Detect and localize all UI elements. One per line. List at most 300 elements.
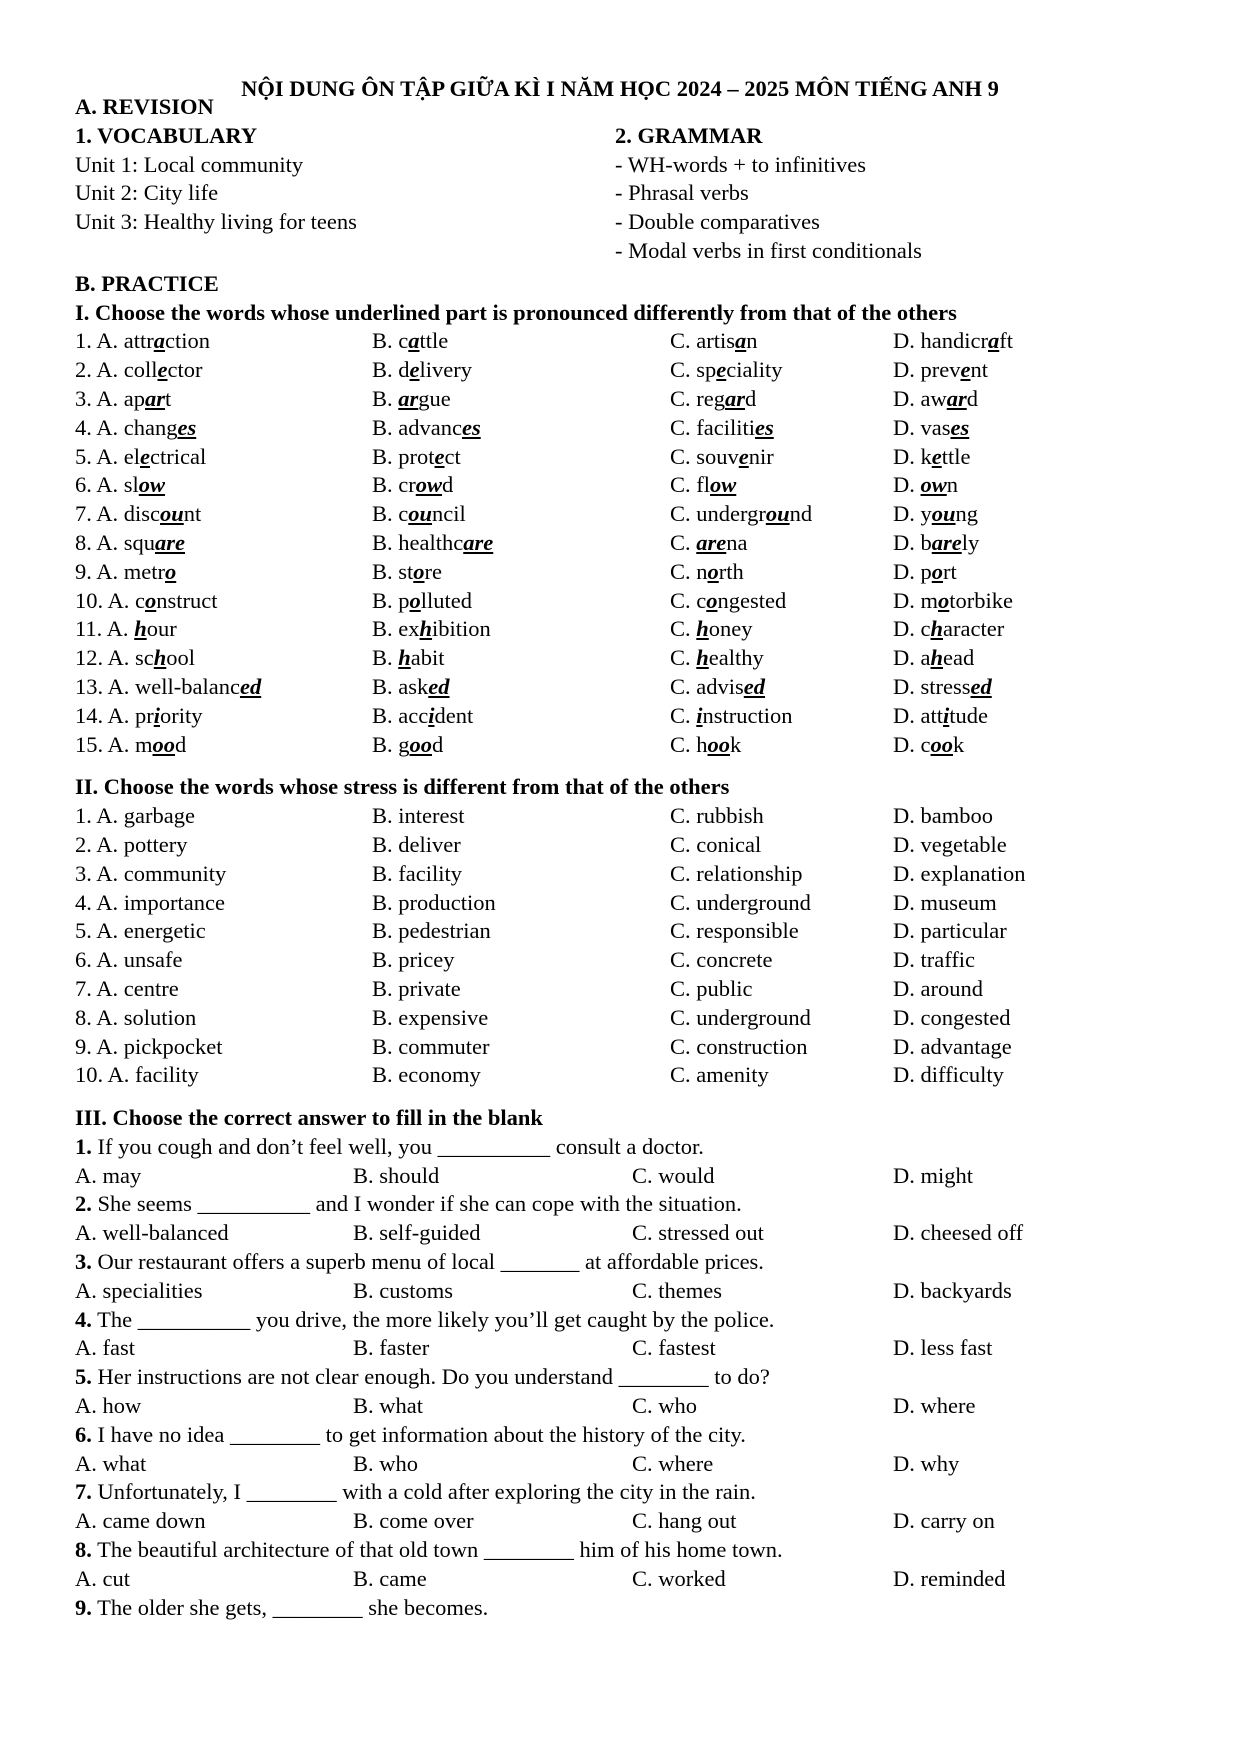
- word-part: k: [730, 731, 742, 757]
- answer-option: A. well-balanced: [75, 1220, 229, 1246]
- word-part: 1. A. attr: [75, 328, 154, 354]
- word-part: ibition: [432, 616, 491, 642]
- question-text: Her instructions are not clear enough. Do you understand ________ to do?: [91, 1364, 770, 1390]
- answer-option: B. who: [353, 1450, 419, 1476]
- answer-option: [670, 443, 774, 472]
- revision-list: [75, 151, 1075, 266]
- word-part: dent: [434, 702, 474, 728]
- question-row: [75, 946, 1075, 975]
- underlined-part: ou: [765, 501, 790, 527]
- answer-option: A. specialities: [75, 1277, 203, 1303]
- answer-option: [372, 529, 493, 558]
- word-part: ciality: [726, 357, 783, 383]
- grammar-item: - WH-words + to infinitives: [615, 151, 866, 177]
- underlined-part: o: [145, 587, 157, 613]
- answer-option: D. particular: [893, 918, 1007, 944]
- question-text: She seems __________ and I wonder if she can cope with the situation.: [91, 1191, 742, 1217]
- answer-option: B. production: [372, 889, 496, 915]
- answer-option: [75, 702, 203, 731]
- worksheet: [75, 93, 1075, 1622]
- word-part: C. souv: [670, 443, 739, 469]
- options-row: [75, 1277, 1075, 1306]
- answer-option: B. come over: [353, 1508, 474, 1534]
- answer-option: D. carry on: [893, 1508, 995, 1534]
- answer-option: [372, 587, 472, 616]
- word-part: re: [424, 558, 442, 584]
- question-stem: [75, 1363, 1075, 1392]
- answer-option: [670, 414, 774, 443]
- word-part: D. m: [893, 587, 938, 613]
- answer-option: C. fastest: [632, 1335, 716, 1361]
- answer-option: B. interest: [372, 803, 465, 829]
- underlined-part: a: [735, 328, 747, 354]
- underlined-part: ou: [160, 501, 184, 527]
- underlined-part: o: [165, 558, 177, 584]
- word-part: B. advanc: [372, 414, 462, 440]
- word-part: 13. A. well-balanc: [75, 673, 240, 699]
- word-part: B. healthc: [372, 529, 464, 555]
- question-number: 4.: [75, 1306, 92, 1332]
- answer-option: D. museum: [893, 889, 997, 915]
- question-row: [75, 1061, 1075, 1090]
- word-part: B.: [372, 385, 399, 411]
- word-part: livery: [419, 357, 472, 383]
- underlined-part: ow: [415, 472, 443, 498]
- underlined-part: ow: [710, 472, 737, 498]
- underlined-part: o: [706, 587, 718, 613]
- answer-option: [75, 414, 196, 443]
- answer-option: [670, 615, 753, 644]
- word-part: D. k: [893, 443, 932, 469]
- underlined-part: are: [696, 529, 727, 555]
- underlined-part: are: [155, 529, 186, 555]
- answer-option: B. expensive: [372, 1004, 489, 1030]
- options-row: [75, 1507, 1075, 1536]
- underlined-part: h: [696, 645, 709, 671]
- word-part: d: [966, 385, 978, 411]
- word-part: abit: [410, 645, 445, 671]
- section1-heading: I. Choose the words whose underlined part is pronounced differently from that of the others: [75, 299, 957, 325]
- word-part: 10. A. c: [75, 587, 145, 613]
- word-part: t: [165, 385, 172, 411]
- question-row: [75, 860, 1075, 889]
- underlined-part: e: [931, 443, 942, 469]
- word-part: ead: [943, 645, 975, 671]
- word-part: B. g: [372, 731, 410, 757]
- revision-row: [75, 237, 1075, 266]
- question-stem: [75, 1536, 1075, 1565]
- answer-option: D. why: [893, 1450, 960, 1476]
- word-part: C. sp: [670, 357, 717, 383]
- answer-option: D. bamboo: [893, 803, 993, 829]
- answer-option: [670, 644, 764, 673]
- question-row: [75, 917, 1075, 946]
- word-part: tude: [949, 702, 989, 728]
- word-part: ncil: [432, 501, 466, 527]
- underlined-part: ou: [408, 501, 433, 527]
- underlined-part: oo: [409, 731, 433, 757]
- options-row: [75, 1565, 1075, 1594]
- word-part: D. b: [893, 529, 932, 555]
- word-part: nt: [183, 501, 202, 527]
- answer-option: C. stressed out: [632, 1220, 764, 1246]
- answer-option: [372, 558, 442, 587]
- underlined-part: i: [153, 702, 161, 728]
- answer-option: [372, 414, 481, 443]
- answer-option: A. fast: [75, 1335, 135, 1361]
- answer-option: [75, 443, 206, 472]
- word-part: D. y: [893, 501, 932, 527]
- revision-heading: A. REVISION: [75, 94, 214, 119]
- word-part: B. p: [372, 587, 410, 613]
- answer-option: [893, 587, 1013, 616]
- underlined-part: a: [153, 328, 165, 354]
- word-part: D. vas: [893, 414, 951, 440]
- practice-heading: B. PRACTICE: [75, 270, 219, 296]
- answer-option: [372, 500, 466, 529]
- word-part: B. acc: [372, 702, 429, 728]
- revision-row: [75, 179, 1075, 208]
- question-text: The older she gets, ________ she becomes.: [91, 1594, 489, 1620]
- underlined-part: o: [931, 558, 943, 584]
- revision-row: [75, 208, 1075, 237]
- word-part: B. c: [372, 328, 409, 354]
- question-text: The __________ you drive, the more likely you’ll get caught by the police.: [91, 1306, 775, 1332]
- answer-option: [893, 644, 974, 673]
- answer-option: C. construction: [670, 1033, 808, 1059]
- answer-option: C. underground: [670, 889, 811, 915]
- answer-option: [75, 327, 210, 356]
- underlined-part: i: [696, 702, 703, 728]
- answer-option: A. how: [75, 1393, 142, 1419]
- answer-option: [670, 471, 736, 500]
- question-stem: [75, 1190, 1075, 1219]
- question-row: [75, 644, 1075, 673]
- page-title: NỘI DUNG ÔN TẬP GIỮA KÌ I NĂM HỌC 2024 – 2025 MÔN TIẾNG ANH 9: [241, 76, 999, 101]
- underlined-part: ou: [931, 501, 956, 527]
- word-part: D. att: [893, 702, 943, 728]
- word-part: B. cr: [372, 472, 416, 498]
- answer-option: D. vegetable: [893, 831, 1007, 857]
- question-row: [75, 802, 1075, 831]
- question-row: [75, 529, 1075, 558]
- answer-option: B. should: [353, 1162, 440, 1188]
- vocab-item: Unit 2: City life: [75, 180, 219, 206]
- word-part: D. stress: [893, 673, 971, 699]
- answer-option: [893, 558, 957, 587]
- answer-option: B. self-guided: [353, 1220, 481, 1246]
- question-row: [75, 500, 1075, 529]
- question-row: [75, 702, 1075, 731]
- question-row: [75, 471, 1075, 500]
- word-part: ctor: [167, 357, 203, 383]
- answer-option: C. where: [632, 1450, 714, 1476]
- answer-option: D. congested: [893, 1004, 1011, 1030]
- word-part: d: [745, 385, 757, 411]
- answer-option: C. underground: [670, 1004, 811, 1030]
- underlined-part: h: [419, 616, 433, 642]
- answer-option: [893, 327, 1013, 356]
- grammar-heading: 2. GRAMMAR: [615, 122, 763, 148]
- word-part: gue: [418, 385, 451, 411]
- answer-option: [893, 673, 992, 702]
- answer-option: B. private: [372, 975, 461, 1001]
- word-part: D. handicr: [893, 328, 988, 354]
- answer-option: [670, 500, 812, 529]
- word-part: our: [146, 616, 177, 642]
- options-row: [75, 1334, 1075, 1363]
- question-row: [75, 1004, 1075, 1033]
- question-row: [75, 731, 1075, 760]
- word-part: ft: [999, 328, 1013, 354]
- answer-option: C. worked: [632, 1565, 726, 1591]
- answer-option: [372, 327, 448, 356]
- word-part: 4. A. chang: [75, 414, 178, 440]
- answer-option: [372, 356, 472, 385]
- underlined-part: e: [716, 357, 727, 383]
- answer-option: [372, 644, 445, 673]
- answer-option: D. might: [893, 1162, 974, 1188]
- grammar-item: - Double comparatives: [615, 209, 820, 235]
- word-part: C. advis: [670, 673, 744, 699]
- answer-option: [670, 587, 786, 616]
- word-part: na: [726, 529, 748, 555]
- word-part: C. artis: [670, 328, 735, 354]
- underlined-part: e: [409, 357, 420, 383]
- word-part: C.: [670, 702, 697, 728]
- word-part: ool: [166, 645, 196, 671]
- underlined-part: ed: [239, 673, 262, 699]
- answer-option: C. would: [632, 1162, 715, 1188]
- answer-option: C. who: [632, 1393, 698, 1419]
- answer-option: 6. A. unsafe: [75, 947, 183, 973]
- underlined-part: ar: [398, 385, 419, 411]
- underlined-part: oo: [152, 731, 176, 757]
- word-part: ority: [160, 702, 203, 728]
- answer-option: [670, 731, 741, 760]
- answer-option: [372, 702, 473, 731]
- word-part: D. p: [893, 558, 932, 584]
- answer-option: [75, 615, 177, 644]
- question-row: [75, 889, 1075, 918]
- word-part: C.: [670, 645, 697, 671]
- answer-option: [372, 443, 461, 472]
- answer-option: B. economy: [372, 1062, 481, 1088]
- underlined-part: es: [177, 414, 197, 440]
- word-part: torbike: [949, 587, 1013, 613]
- answer-option: C. rubbish: [670, 803, 764, 829]
- question-number: 3.: [75, 1249, 92, 1275]
- revision-row: [75, 151, 1075, 180]
- question-row: [75, 587, 1075, 616]
- answer-option: B. commuter: [372, 1033, 490, 1059]
- answer-option: [75, 558, 176, 587]
- answer-option: [670, 529, 748, 558]
- answer-option: A. came down: [75, 1508, 206, 1534]
- word-part: 6. A. sl: [75, 472, 139, 498]
- word-part: k: [953, 731, 965, 757]
- word-part: 2. A. coll: [75, 357, 158, 383]
- answer-option: [372, 673, 450, 702]
- question-stem: [75, 1133, 1075, 1162]
- answer-option: D. cheesed off: [893, 1220, 1024, 1246]
- underlined-part: ed: [743, 673, 766, 699]
- underlined-part: es: [754, 414, 774, 440]
- underlined-part: h: [696, 616, 709, 642]
- question-text: I have no idea ________ to get information about the history of the city.: [91, 1421, 746, 1447]
- question-row: [75, 673, 1075, 702]
- question-number: 7.: [75, 1479, 92, 1505]
- answer-option: 9. A. pickpocket: [75, 1033, 223, 1059]
- question-row: [75, 831, 1075, 860]
- answer-option: D. traffic: [893, 947, 976, 973]
- section1-list: [75, 327, 1075, 759]
- underlined-part: h: [930, 616, 944, 642]
- answer-option: A. may: [75, 1162, 142, 1188]
- answer-option: [893, 385, 978, 414]
- underlined-part: e: [157, 357, 168, 383]
- section2-list: [75, 802, 1075, 1090]
- word-part: ct: [444, 443, 461, 469]
- question-row: [75, 327, 1075, 356]
- underlined-part: h: [930, 645, 944, 671]
- underlined-part: e: [960, 357, 971, 383]
- underlined-part: ow: [920, 472, 947, 498]
- word-part: d: [442, 472, 454, 498]
- underlined-part: are: [931, 529, 962, 555]
- word-part: C.: [670, 529, 697, 555]
- underlined-part: h: [134, 616, 147, 642]
- vocab-grammar-heading-row: [75, 122, 1075, 151]
- word-part: 15. A. m: [75, 731, 153, 757]
- answer-option: [670, 356, 783, 385]
- word-part: nstruct: [156, 587, 218, 613]
- underlined-part: are: [463, 529, 494, 555]
- question-text: Our restaurant offers a superb menu of local _______ at affordable prices.: [91, 1249, 764, 1275]
- word-part: C. fl: [670, 472, 711, 498]
- underlined-part: o: [409, 587, 421, 613]
- answer-option: D. explanation: [893, 860, 1026, 886]
- word-part: ealthy: [708, 645, 764, 671]
- word-part: B. ask: [372, 673, 429, 699]
- vocab-heading: 1. VOCABULARY: [75, 122, 258, 148]
- answer-option: [893, 356, 988, 385]
- word-part: ng: [955, 501, 979, 527]
- answer-option: [893, 529, 979, 558]
- word-part: nstruction: [702, 702, 793, 728]
- word-part: d: [175, 731, 187, 757]
- word-part: rt: [943, 558, 957, 584]
- question-row: [75, 385, 1075, 414]
- answer-option: B. pedestrian: [372, 918, 491, 944]
- underlined-part: oo: [707, 731, 731, 757]
- question-row: [75, 975, 1075, 1004]
- question-number: 9.: [75, 1594, 92, 1620]
- underlined-part: ar: [946, 385, 967, 411]
- answer-option: C. relationship: [670, 860, 803, 886]
- answer-option: [75, 471, 165, 500]
- answer-option: 8. A. solution: [75, 1004, 197, 1030]
- answer-option: B. facility: [372, 860, 462, 886]
- answer-option: C. conical: [670, 831, 762, 857]
- answer-option: [893, 702, 988, 731]
- grammar-item: - Phrasal verbs: [615, 180, 749, 206]
- underlined-part: es: [461, 414, 481, 440]
- underlined-part: a: [987, 328, 1000, 354]
- word-part: B. prot: [372, 443, 435, 469]
- word-part: ngested: [717, 587, 787, 613]
- answer-option: D. around: [893, 975, 983, 1001]
- word-part: C. reg: [670, 385, 725, 411]
- answer-option: [75, 731, 186, 760]
- answer-option: 2. A. pottery: [75, 831, 188, 857]
- question-text: Unfortunately, I ________ with a cold after exploring the city in the rain.: [91, 1479, 756, 1505]
- word-part: nir: [748, 443, 774, 469]
- word-part: 12. A. sc: [75, 645, 154, 671]
- word-part: lluted: [420, 587, 473, 613]
- answer-option: [75, 356, 202, 385]
- question-stem: [75, 1306, 1075, 1335]
- question-row: [75, 558, 1075, 587]
- word-part: B. st: [372, 558, 414, 584]
- word-part: 9. A. metr: [75, 558, 165, 584]
- underlined-part: ar: [725, 385, 746, 411]
- word-part: rth: [718, 558, 744, 584]
- answer-option: 4. A. importance: [75, 889, 225, 915]
- options-row: [75, 1450, 1075, 1479]
- section3-heading: III. Choose the correct answer to fill in the blank: [75, 1105, 543, 1131]
- answer-option: B. faster: [353, 1335, 430, 1361]
- word-part: C. n: [670, 558, 708, 584]
- answer-option: [75, 529, 185, 558]
- question-row: [75, 414, 1075, 443]
- underlined-part: ar: [145, 385, 166, 411]
- underlined-part: ed: [970, 673, 992, 699]
- question-row: [75, 615, 1075, 644]
- question-number: 5.: [75, 1364, 92, 1390]
- underlined-part: e: [434, 443, 445, 469]
- options-row: [75, 1392, 1075, 1421]
- answer-option: C. themes: [632, 1277, 722, 1303]
- answer-option: 5. A. energetic: [75, 918, 206, 944]
- word-part: C. undergr: [670, 501, 766, 527]
- word-part: n: [746, 328, 758, 354]
- question-number: 2.: [75, 1191, 92, 1217]
- word-part: nd: [789, 501, 813, 527]
- underlined-part: ed: [428, 673, 450, 699]
- answer-option: [75, 500, 201, 529]
- word-part: n: [946, 472, 959, 498]
- answer-option: D. where: [893, 1393, 976, 1419]
- word-part: ttle: [941, 443, 971, 469]
- underlined-part: e: [738, 443, 749, 469]
- word-part: D. c: [893, 616, 931, 642]
- answer-option: B. deliver: [372, 831, 461, 857]
- answer-option: [670, 673, 765, 702]
- underlined-part: e: [140, 443, 150, 469]
- word-part: D. prev: [893, 357, 961, 383]
- answer-option: B. customs: [353, 1277, 454, 1303]
- answer-option: [893, 471, 958, 500]
- word-part: 5. A. el: [75, 443, 140, 469]
- word-part: D. c: [893, 731, 931, 757]
- word-part: aracter: [943, 616, 1005, 642]
- answer-option: [670, 385, 756, 414]
- grammar-item: - Modal verbs in first conditionals: [615, 237, 922, 263]
- options-row: [75, 1219, 1075, 1248]
- answer-option: C. responsible: [670, 918, 799, 944]
- word-part: D. aw: [893, 385, 947, 411]
